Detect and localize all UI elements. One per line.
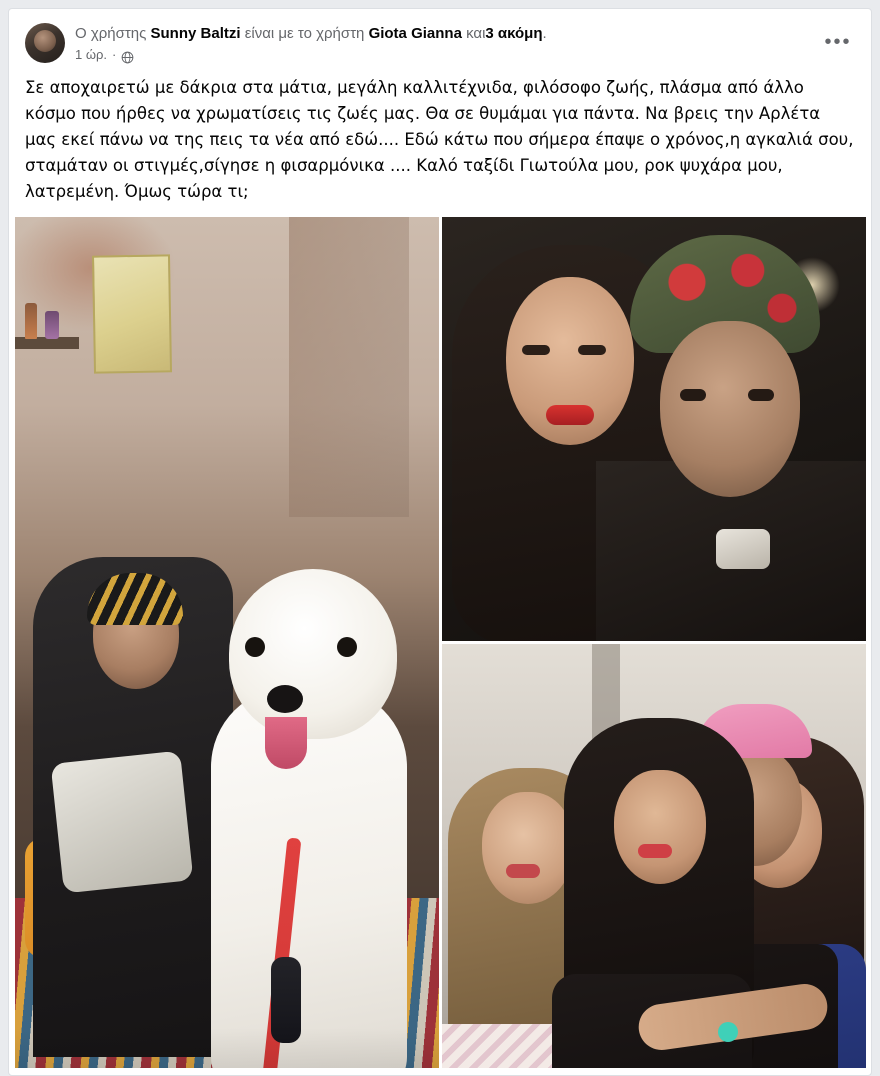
right-woman-necklace <box>716 529 770 569</box>
post-author-name[interactable]: Sunny Baltzi <box>150 25 241 42</box>
globe-icon[interactable] <box>121 51 134 64</box>
photo-two-women-selfie[interactable] <box>442 217 866 641</box>
right-woman-eye-right <box>748 389 774 401</box>
byline-prefix: Ο χρήστης <box>75 25 147 42</box>
wall-art <box>92 254 172 373</box>
right-woman-eye-left <box>680 389 706 401</box>
woman2-face <box>614 770 706 884</box>
dog-eye-right <box>337 637 357 657</box>
post-photo-grid <box>9 217 860 1068</box>
woman2-lips <box>638 844 672 858</box>
photo-fade <box>15 1028 439 1068</box>
dog-tongue <box>265 717 307 769</box>
post-header <box>9 9 871 67</box>
woman1-face <box>482 792 574 904</box>
byline-suffix: . <box>542 25 547 42</box>
meta-separator: · <box>112 47 117 62</box>
woman-shirt <box>51 751 194 894</box>
curtain <box>289 217 409 517</box>
left-woman-lips <box>546 405 594 425</box>
byline-middle: είναι με το χρήστη <box>244 25 365 42</box>
left-woman-eye-left <box>522 345 550 355</box>
dog-eye-left <box>245 637 265 657</box>
byline-connector: και <box>466 25 486 42</box>
turquoise-ring <box>718 1022 738 1042</box>
left-woman-eye-right <box>578 345 606 355</box>
facebook-post-card <box>8 8 872 1076</box>
photo-elderly-woman-with-white-dog[interactable] <box>15 217 439 1068</box>
avatar[interactable] <box>25 23 65 63</box>
post-meta <box>75 47 821 63</box>
post-message-text: Σε αποχαιρετώ με δάκρια στα μάτια, μεγάλη καλλιτέχνιδα, φιλόσοφο ζωής, πλάσμα από άλλο κόσμο που ήρθες να χρωματίσεις τις ζωές μας. Θα σε θυμάμαι για πάντα. Να βρεις την Αρλέτα μας εκεί πάνω να της πεις τα νέα από εδώ.... Εδώ κάτω που σήμερα έπαψε ο χρόνος,η αγκαλιά σου, σταμάταν οι στιγμές,σίγησε η φισαρμόνικα .... Καλό ταξίδι Γιωτούλα μου, ροκ ψυχάρα μου, λατρεμένη. Όμως τώρα τι; <box>25 78 859 201</box>
dog-nose <box>267 685 303 713</box>
post-timestamp[interactable]: 1 ώρ. <box>75 47 107 62</box>
tagged-person-name[interactable]: Giota Gianna <box>368 25 462 42</box>
photo-four-women-group[interactable] <box>442 644 866 1068</box>
bottle-secondary <box>45 311 59 339</box>
right-woman-face <box>660 321 800 497</box>
bottle <box>25 303 37 339</box>
post-byline <box>75 24 821 44</box>
post-byline-block <box>75 23 821 63</box>
others-count-link[interactable]: 3 ακόμη <box>485 25 543 42</box>
post-more-options-button[interactable]: ••• <box>824 31 852 53</box>
woman1-lips <box>506 864 540 878</box>
dog-body <box>211 687 407 1068</box>
